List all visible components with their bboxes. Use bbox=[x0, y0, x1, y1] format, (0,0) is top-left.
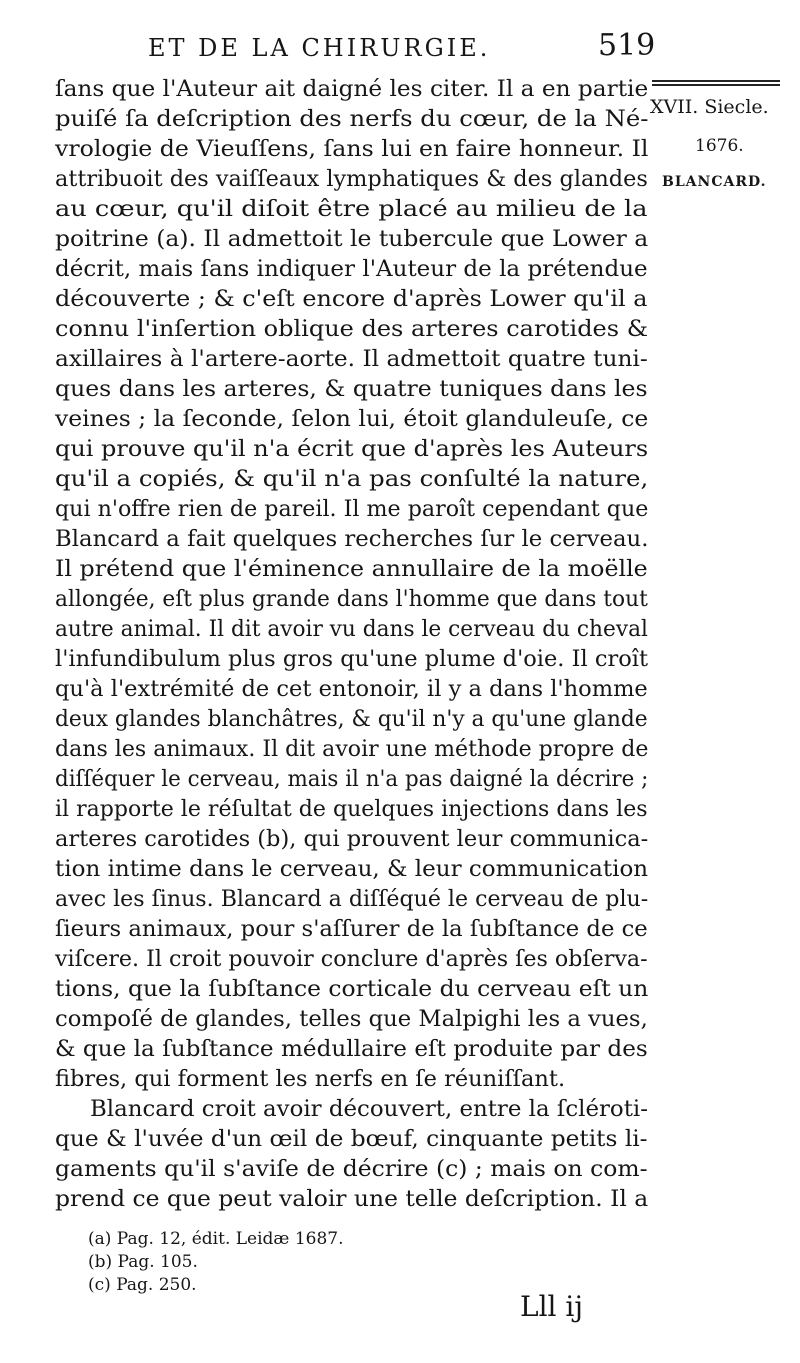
text-line: qui prouve qu'il n'a écrit que d'après les Auteurs bbox=[55, 436, 649, 462]
text-line: veines ; la ſeconde, ſelon lui, étoit glanduleuſe, ce bbox=[55, 406, 649, 432]
footnote: (c) Pag. 250. bbox=[88, 1275, 197, 1295]
margin-rule bbox=[652, 80, 780, 86]
text-line: au cœur, qu'il diſoit être placé au milieu de la bbox=[55, 196, 648, 222]
text-line: Blancard croit avoir découvert, entre la ſcléroti- bbox=[90, 1096, 648, 1122]
text-line: avec les ſinus. Blancard a diſſéqué le cerveau de plu- bbox=[55, 886, 649, 912]
text-line: viſcere. Il croit pouvoir conclure d'après ſes obſerva- bbox=[55, 946, 648, 972]
margin-note-century: XVII. Siecle. bbox=[650, 96, 769, 118]
text-line: poitrine (a). Il admettoit le tubercule que Lower a bbox=[55, 226, 649, 252]
text-line: ques dans les arteres, & quatre tuniques dans les bbox=[55, 376, 648, 402]
text-line: Blancard a fait quelques recherches ſur le cerveau. bbox=[55, 526, 649, 552]
text-line: tion intime dans le cerveau, & leur communication bbox=[55, 856, 649, 882]
text-line: dans les animaux. Il dit avoir une méthode propre de bbox=[55, 736, 649, 762]
text-line: axillaires à l'artere-aorte. Il admettoit quatre tuni- bbox=[55, 346, 648, 372]
text-line: arteres carotides (b), qui prouvent leur communica- bbox=[55, 826, 649, 852]
text-line: autre animal. Il dit avoir vu dans le cerveau du cheval bbox=[55, 616, 648, 642]
text-line: tions, que la ſubſtance corticale du cerveau eſt un bbox=[55, 976, 649, 1002]
text-line: qui n'offre rien de pareil. Il me paroît cependant que bbox=[55, 496, 649, 522]
footnote: (b) Pag. 105. bbox=[88, 1252, 198, 1272]
text-line: deux glandes blanchâtres, & qu'il n'y a qu'une glande bbox=[55, 706, 648, 732]
text-line: connu l'inſertion oblique des arteres carotides & bbox=[55, 316, 649, 342]
text-line: allongée, eſt plus grande dans l'homme que dans tout bbox=[55, 586, 648, 612]
text-line: qu'il a copiés, & qu'il n'a pas conſulté la nature, bbox=[55, 466, 649, 492]
text-line: prend ce que peut valoir une telle deſcription. Il a bbox=[55, 1186, 649, 1212]
margin-note-name: BLANCARD. bbox=[662, 174, 767, 190]
signature-mark: Lll ij bbox=[520, 1290, 584, 1323]
text-line: vrologie de Vieuſſens, ſans lui en faire honneur. Il bbox=[55, 136, 649, 162]
text-line: Il prétend que l'éminence annullaire de la moëlle bbox=[55, 556, 648, 582]
text-line: qu'à l'extrémité de cet entonoir, il y a dans l'homme bbox=[55, 676, 648, 702]
footnote: (a) Pag. 12, édit. Leidæ 1687. bbox=[88, 1229, 344, 1249]
page-number: 519 bbox=[598, 28, 656, 63]
margin-note-year: 1676. bbox=[695, 136, 744, 156]
text-line: il rapporte le réſultat de quelques injections dans les bbox=[55, 796, 648, 822]
text-line: fibres, qui forment les nerfs en ſe réuniſſant. bbox=[55, 1066, 566, 1092]
text-line: ſieurs animaux, pour s'aſſurer de la ſubſtance de ce bbox=[55, 916, 648, 942]
text-line: décrit, mais ſans indiquer l'Auteur de la prétendue bbox=[55, 256, 648, 282]
text-line: gaments qu'il s'aviſe de décrire (c) ; mais on com- bbox=[55, 1156, 648, 1182]
text-line: attribuoit des vaiſſeaux lymphatiques & des glandes bbox=[55, 166, 648, 192]
text-line: que & l'uvée d'un œil de bœuf, cinquante petits li- bbox=[55, 1126, 648, 1152]
text-line: diſſéquer le cerveau, mais il n'a pas daigné la décrire ; bbox=[55, 766, 649, 792]
text-line: l'infundibulum plus gros qu'une plume d'oie. Il croît bbox=[55, 646, 648, 672]
text-line: puiſé ſa deſcription des nerfs du cœur, de la Né- bbox=[55, 106, 649, 132]
text-line: compoſé de glandes, telles que Malpighi les a vues, bbox=[55, 1006, 648, 1032]
running-head: ET DE LA CHIRURGIE. bbox=[148, 34, 491, 62]
text-line: découverte ; & c'eſt encore d'après Lower qu'il a bbox=[55, 286, 648, 312]
text-line: & que la ſubſtance médullaire eſt produite par des bbox=[55, 1036, 648, 1062]
text-line: ſans que l'Auteur ait daigné les citer. Il a en partie bbox=[55, 76, 649, 102]
